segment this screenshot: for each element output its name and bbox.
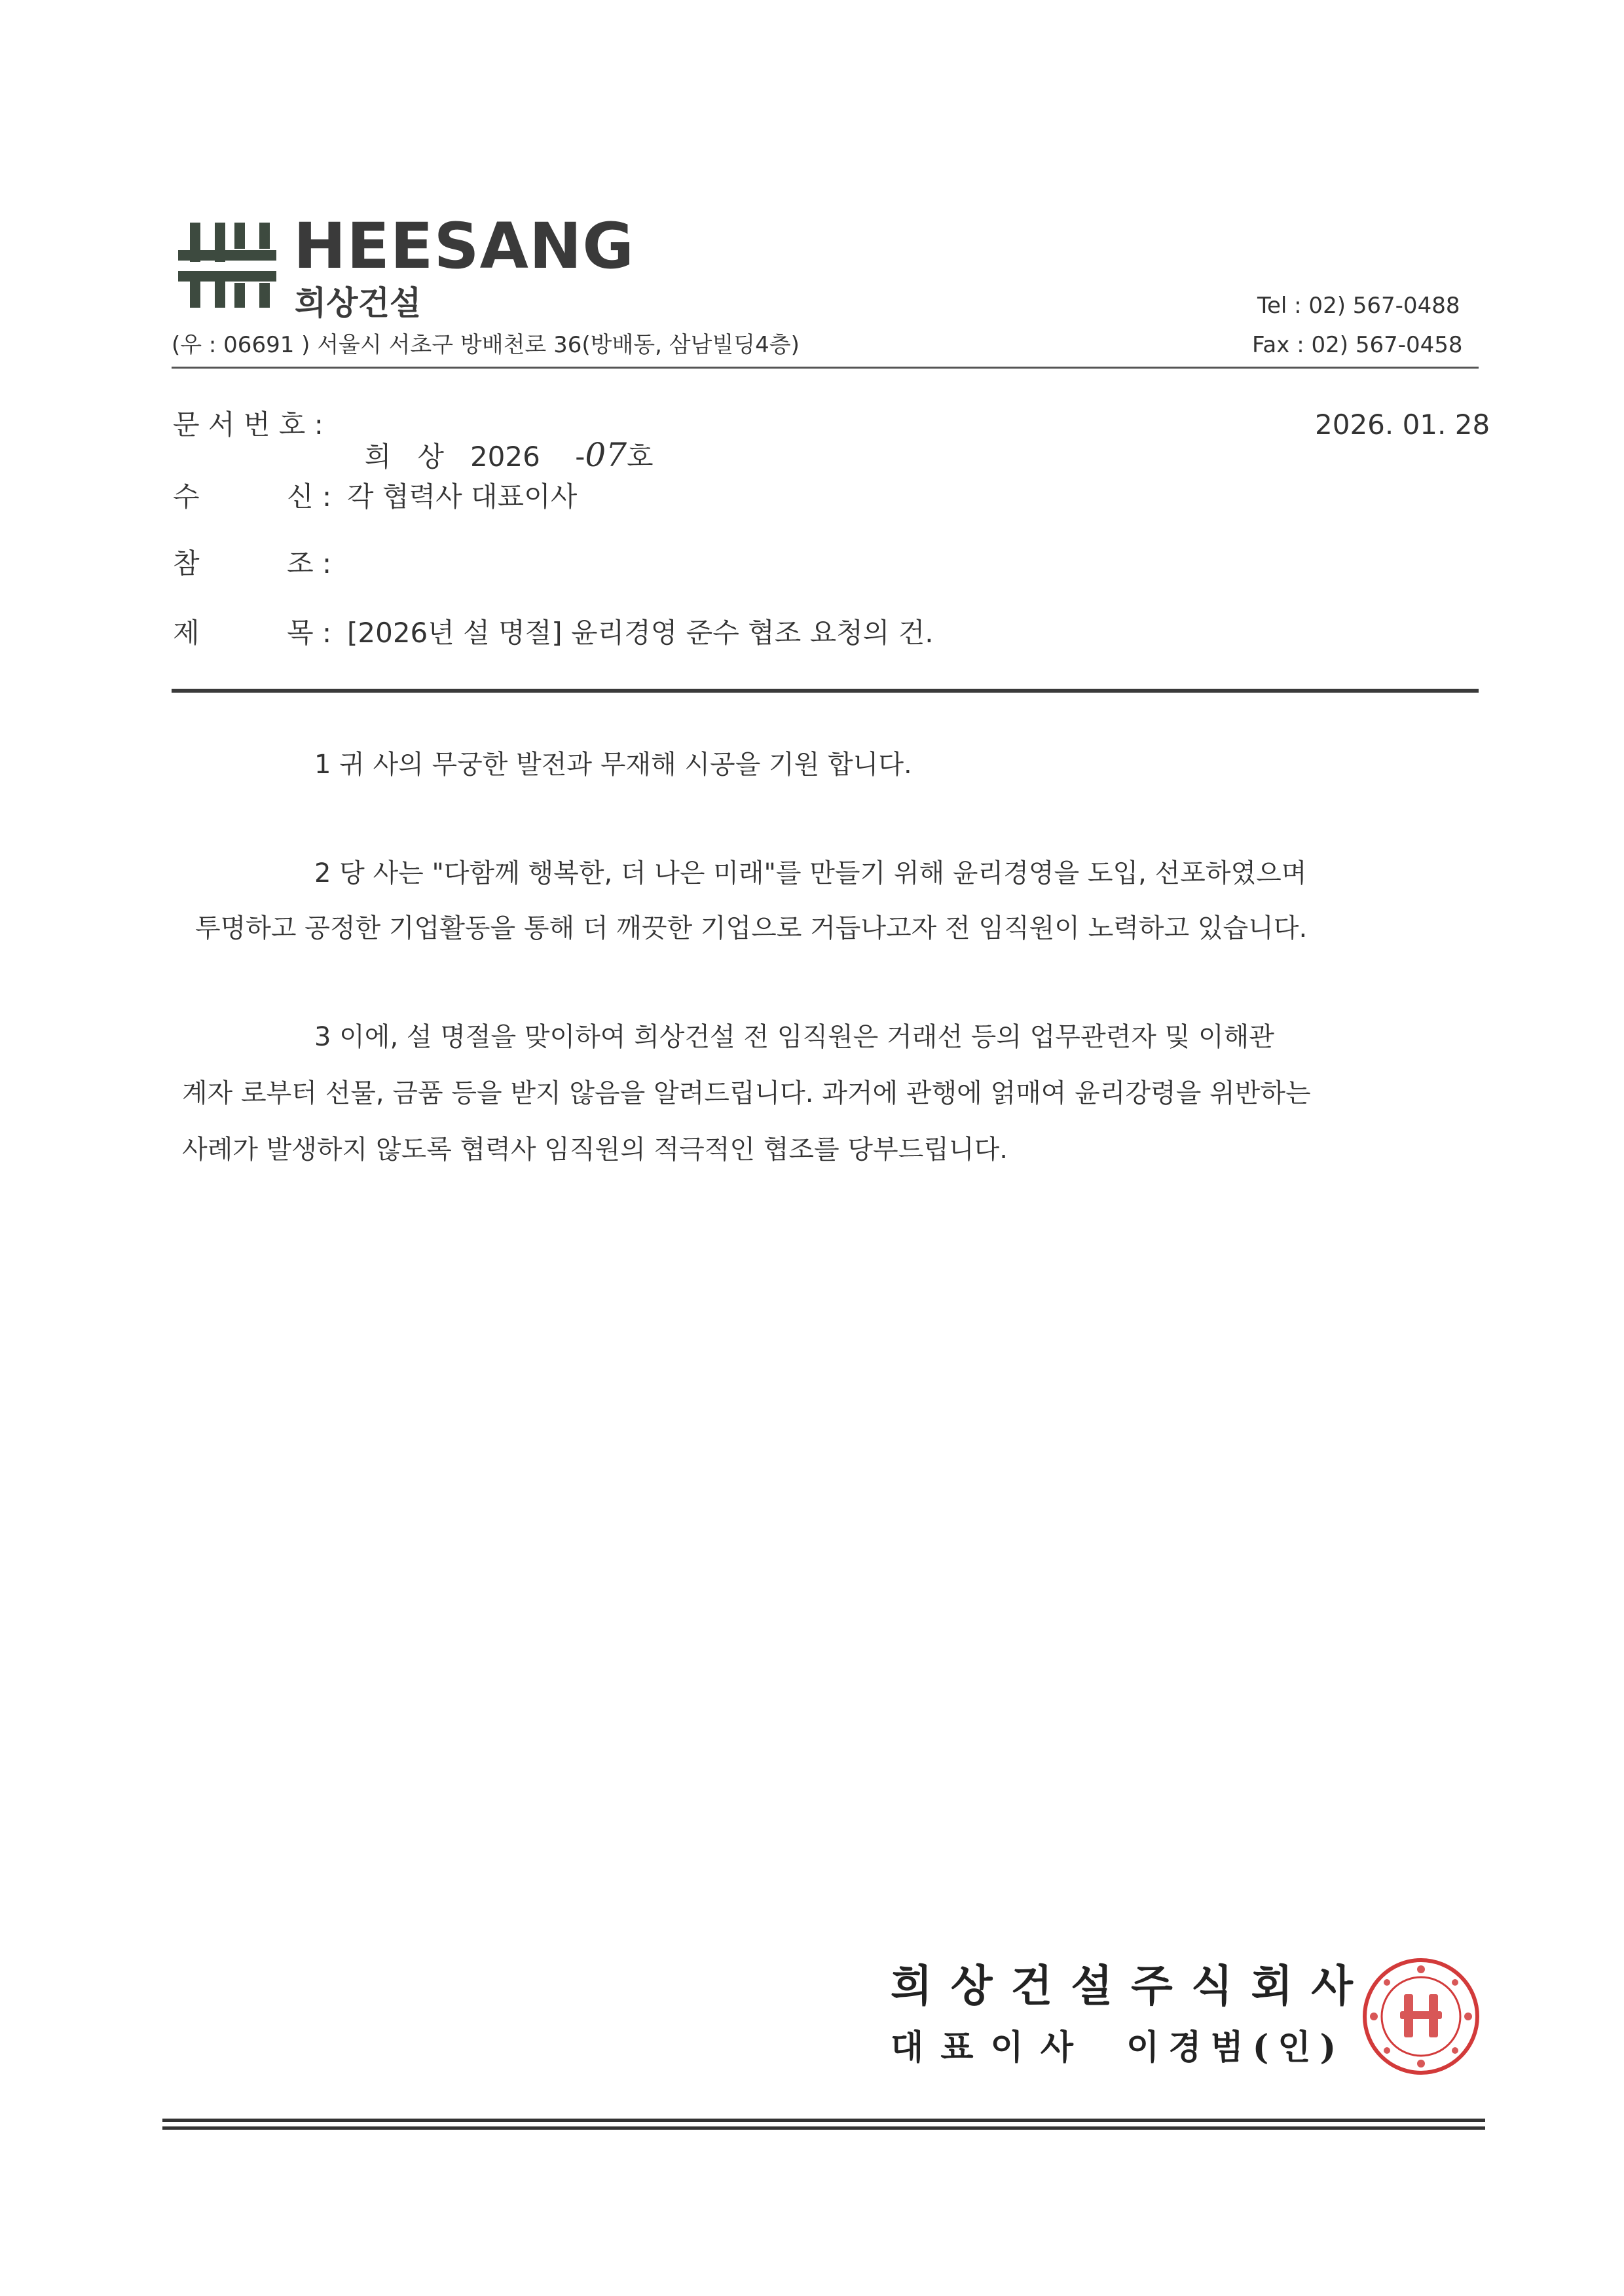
representative-title: 대표이사 [891, 2028, 1090, 2068]
company-name: 희상건설주식회사 [891, 1960, 1372, 2011]
brand-name-ko: 희상건설 [295, 284, 422, 322]
doc-no-value [347, 411, 654, 474]
letterhead-divider [172, 367, 1479, 369]
paragraph-2-line-1: 2 당 사는 "다함께 행복한, 더 나은 미래"를 만들기 위해 윤리경영을 도입, 선포하였으며 [314, 858, 1307, 888]
paragraph-3-line-1: 3 이에, 설 명절을 맞이하여 희상건설 전 임직원은 거래선 등의 업무관련자 및 이해관 [314, 1022, 1274, 1052]
company-seal-icon [1361, 1956, 1481, 2077]
fax-label: Fax [1252, 332, 1290, 358]
subject-label: 제 목 : [173, 617, 332, 649]
tel-value: : 02) 567-0488 [1294, 293, 1460, 319]
fax-number [1252, 334, 1463, 356]
doc-no-label: 문 서 번 호 : [173, 409, 323, 441]
paragraph-2-line-2: 투명하고 공정한 기업활동을 통해 더 깨끗한 기업으로 거듭나고자 전 임직원이 노력하고 있습니다. [195, 913, 1308, 943]
recipient-label: 수 신 : [173, 481, 332, 513]
document-date: 2026. 01. 28 [1315, 409, 1490, 441]
doc-no-handwritten: 07 [585, 436, 627, 474]
reference-label: 참 조 : [173, 547, 332, 579]
fax-value: : 02) 567-0458 [1297, 332, 1463, 358]
heesang-logo-icon [178, 223, 276, 308]
paragraph-3-line-3: 사례가 발생하지 않도록 협력사 임직원의 적극적인 협조를 당부드립니다. [182, 1135, 1008, 1165]
tel-number [1257, 295, 1460, 317]
subject-value: [2026년 설 명절] 윤리경영 준수 협조 요청의 건. [347, 617, 934, 649]
tel-label: Tel [1257, 293, 1287, 319]
brand-name-en: HEESANG [293, 210, 635, 283]
paragraph-1: 1 귀 사의 무궁한 발전과 무재해 시공을 기원 합니다. [314, 750, 912, 780]
paragraph-3-line-2: 계자 로부터 선물, 금품 등을 받지 않음을 알려드립니다. 과거에 관행에 얽매여 윤리강령을 위반하는 [182, 1078, 1311, 1108]
recipient-value: 각 협력사 대표이사 [347, 481, 578, 513]
footer-divider-bottom [162, 2126, 1485, 2130]
footer-divider-top [162, 2119, 1485, 2122]
doc-no-suffix: 호 [627, 441, 654, 473]
meta-divider [172, 689, 1479, 693]
doc-no-prefix: 희 상 2026 - [364, 441, 585, 473]
company-address: (우 : 06691 ) 서울시 서초구 방배천로 36(방배동, 삼남빌딩4층) [172, 332, 800, 358]
representative-name: 이경범(인) [1126, 2028, 1346, 2068]
